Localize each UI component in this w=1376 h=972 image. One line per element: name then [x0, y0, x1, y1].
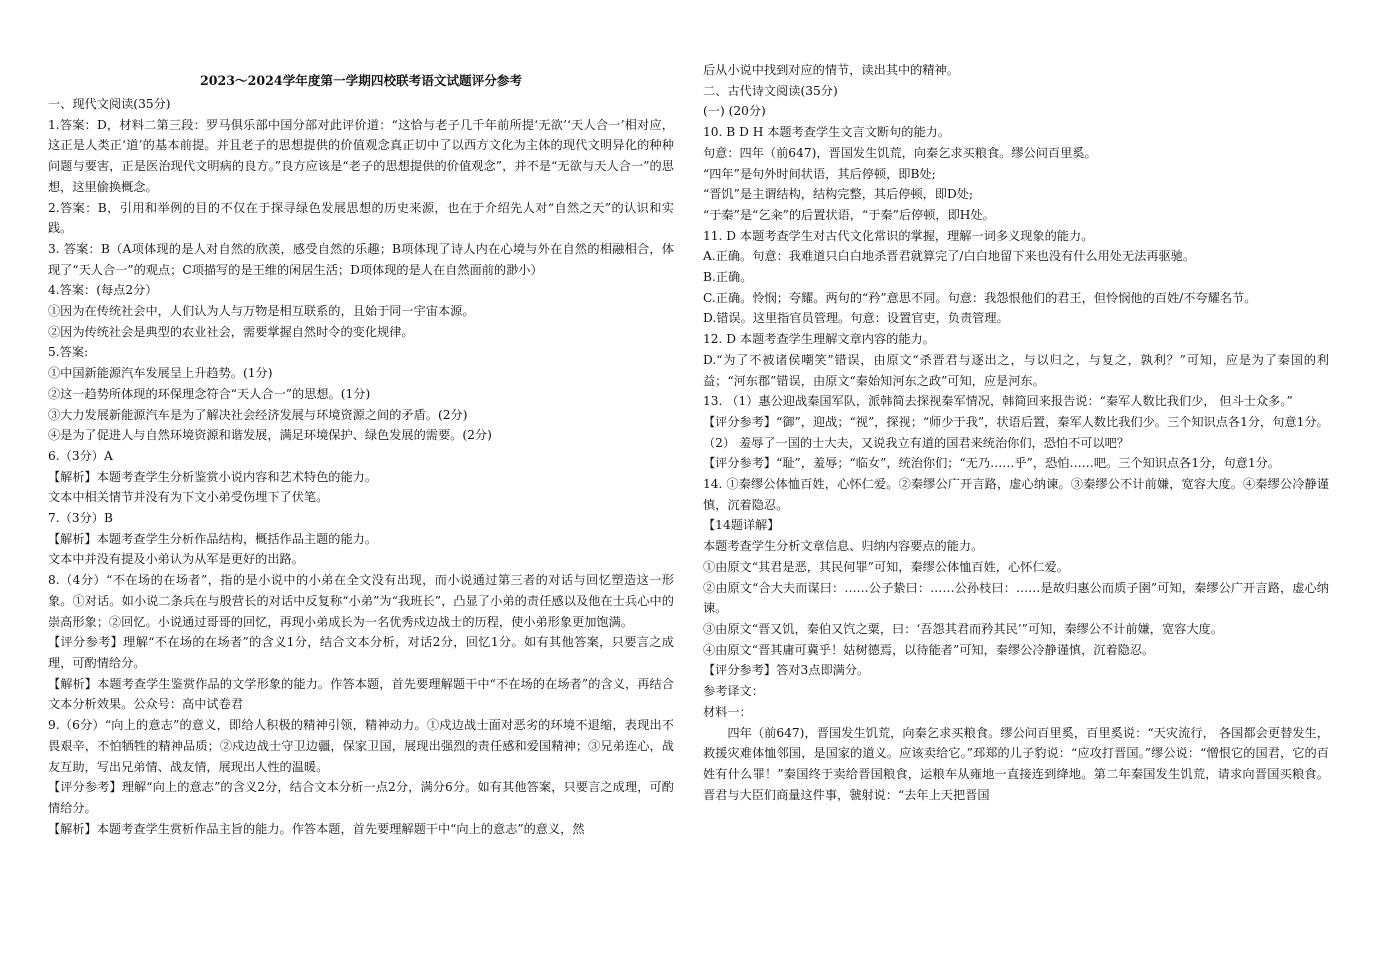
answer-14-detail-3: ③由原文“晋又饥，秦伯又饩之粟，曰：‘吾怨其君而矜其民’”可知，秦缪公不计前嫌，宽容大度。 — [703, 621, 1223, 636]
subsection-heading-1: (一) (20分) — [703, 104, 766, 119]
answer-3: 3. 答案：B（A项体现的是人对自然的欣羡，感受自然的乐趣；B项体现了诗人内在心境与外在自然的相融相合，体现了“天人合一”的观点；C项描写的是王维的闲居生活；D项体现的是人在自然面前的渺小） — [48, 241, 674, 277]
answer-6-explanation: 文本中相关情节并没有为下文小弟受伤埋下了伏笔。 — [48, 490, 329, 505]
answer-14-scoring: 【评分参考】答对3点即满分。 — [703, 663, 870, 678]
answer-9-analysis: 【解析】本题考查学生赏析作品主旨的能力。作答本题，首先要理解题干中“向上的意志”的意义，然 — [48, 821, 585, 836]
answer-14-detail-2: ②由原文“合大夫而谋曰：……公子絷曰：……公孙枝曰：……是故归惠公而质子圉”可知，秦缪公广开言路，虚心纳谏。 — [703, 580, 1329, 616]
right-column — [703, 60, 1329, 805]
material-1-translation: 四年（前647)，晋国发生饥荒，向秦乞求买粮食。缪公问百里奚，百里奚说：“天灾流行， 各国都会更替发生，救援灾难体恤邻国，是国家的道义。应该卖给它。”邳郑的儿子豹说：“应攻打晋国。”缪公说：“憎恨它的国君，它的百姓有什么罪！”秦国终于卖给晋国粮食，运粮车从雍地一直接连到绛地。第二年秦国发生饥荒，请求向晋国买粮食。晋君与大臣们商量这件事，虢射说：“去年上天把晋国 — [703, 725, 1329, 802]
answer-8-scoring: 【评分参考】理解“不在场的在场者”的含义1分，结合文本分析，对话2分，回忆1分。如有其他答案，只要言之成理，可酌情给分。 — [48, 635, 674, 670]
answer-7-analysis: 【解析】本题考查学生分析作品结构，概括作品主题的能力。 — [48, 531, 378, 546]
answer-14-detail-intro: 本题考查学生分析文章信息、归纳内容要点的能力。 — [703, 539, 984, 554]
answer-10-point-2: “晋饥”是主谓结构，结构完整，其后停顿，即D处; — [703, 187, 974, 202]
answer-4-point-2: ②因为传统社会是典型的农业社会，需要掌握自然时令的变化规律。 — [48, 324, 414, 339]
answer-13-2: （2） 羞辱了一国的士大夫，又说我立有道的国君来统治你们，恐怕不可以吧？ — [703, 435, 1130, 450]
answer-6: 6.（3分）A — [48, 448, 113, 463]
answer-11-option-c: C.正确。怜悯；夸耀。两句的“矜”意思不同。句意：我怨恨他们的君王，但怜悯他的百姓/不夸耀名节。 — [703, 290, 1257, 305]
answer-10-point-1: “四年”是句外时间状语，其后停顿，即B处; — [703, 166, 936, 181]
section-heading-classical-reading: 二、古代诗文阅读(35分) — [703, 83, 838, 98]
answer-14-detail-heading: 【14题详解】 — [703, 518, 780, 533]
answer-12: 12. D 本题考查学生理解文章内容的能力。 — [703, 332, 935, 347]
translation-heading: 参考译文： — [703, 684, 764, 699]
section-heading-modern-reading: 一、现代文阅读(35分) — [48, 97, 171, 111]
answer-13-1: 13. （1）惠公迎战秦国军队，派韩简去探视秦军情况，韩简回来报告说：“秦军人数比我们少， 但斗士众多。” — [703, 394, 1293, 409]
answer-4: 4.答案：(每点2分） — [48, 283, 158, 298]
answer-8: 8.（4分）“不在场的在场者”，指的是小说中的小弟在全文没有出现，而小说通过第三者的对话与回忆塑造这一形象。①对话。如小说二条兵在与殷营长的对话中反复称“小弟”为“我班长”，凸显了小弟的责任感以及他在士兵心中的崇高形象；②回忆。小说通过哥哥的回忆，再现小弟成长为一名优秀戍边战士的历程，使小弟形象更加饱满。 — [48, 573, 674, 629]
answer-11-option-d: D.错误。这里指官员管理。句意：设置官吏，负责管理。 — [703, 311, 1009, 326]
answer-5-point-1: ①中国新能源汽车发展呈上升趋势。(1分) — [48, 366, 273, 381]
answer-9: 9.（6分）“向上的意志”的意义，即给人积极的精神引领，精神动力。①戍边战士面对恶劣的环境不退缩，表现出不畏艰辛，不怕牺牲的精神品质；②戍边战士守卫边疆，保家卫国，展现出强烈的责任感和爱国精神；③兄弟连心，战友互助，写出兄弟情、战友情，展现出人性的温暖。 — [48, 718, 674, 774]
answer-10-point-3: “于秦”是“乞籴”的后置状语，“于秦”后停顿，即H处。 — [703, 207, 995, 222]
material-1-heading: 材料一： — [703, 704, 752, 719]
answer-12-explanation: D.“为了不被诸侯嘲笑”错误，由原文“杀晋君与逐出之，与以归之，与复之，孰利？”可知，应是为了秦国的利益；“河东郡”错误，由原文“秦始知河东之政”可知，应是河东。 — [703, 352, 1329, 388]
answer-5-point-2: ②这一趋势所体现的环保理念符合“天人合一”的思想。(1分) — [48, 386, 371, 401]
answer-5-point-4: ④是为了促进人与自然环境资源和谐发展，满足环境保护、绿色发展的需要。(2分) — [48, 428, 492, 443]
answer-7: 7.（3分）B — [48, 511, 113, 526]
answer-7-explanation: 文本中并没有提及小弟认为从军是更好的出路。 — [48, 552, 304, 567]
answer-14-detail-1: ①由原文“其君是恶，其民何罪”可知，秦缪公体恤百姓，心怀仁爱。 — [703, 559, 1069, 574]
answer-11: 11. D 本题考查学生对古代文化常识的掌握，理解一词多义现象的能力。 — [703, 228, 1094, 243]
answer-9-scoring: 【评分参考】理解“向上的意志”的含义2分，结合文本分析一点2分，满分6分。如有其他答案，只要言之成理，可酌情给分。 — [48, 780, 674, 815]
answer-11-option-a: A.正确。句意：我难道只白白地杀晋君就算完了/白白地留下来也没有什么用处无法再驱驰。 — [703, 249, 1196, 264]
left-column — [48, 94, 674, 839]
answer-14-detail-4: ④由原文“晋其庸可冀乎！姑树德焉，以待能者”可知，秦缪公冷静谨慎，沉着隐忍。 — [703, 642, 1155, 657]
answer-5-point-3: ③大力发展新能源汽车是为了解决社会经济发展与环境资源之间的矛盾。(2分) — [48, 407, 468, 422]
answer-6-analysis: 【解析】本题考查学生分析鉴赏小说内容和艺术特色的能力。 — [48, 469, 378, 484]
answer-2: 2.答案：B，引用和举例的目的不仅在于探寻绿色发展思想的历史来源，也在于介绍先人对“自然之天”的认识和实践。 — [48, 200, 674, 236]
answer-5: 5.答案: — [48, 345, 89, 360]
answer-11-option-b: B.正确。 — [703, 270, 753, 285]
answer-9-analysis-cont: 后从小说中找到对应的情节，读出其中的精神。 — [703, 63, 959, 77]
answer-10: 10. B D H 本题考查学生文言文断句的能力。 — [703, 125, 951, 140]
answer-13-1-scoring: 【评分参考】“御”，迎战；“视”，探视；“师少于我”，状语后置，秦军人数比我们少。三个知识点各1分，句意1分。 — [703, 414, 1329, 429]
answer-14: 14. ①秦缪公体恤百姓，心怀仁爱。②秦缪公广开言路，虚心纳谏。③秦缪公不计前嫌，宽容大度。④秦缪公冷静谨慎，沉着隐忍。 — [703, 477, 1329, 512]
answer-8-analysis: 【解析】本题考查学生鉴赏作品的文学形象的能力。作答本题，首先要理解题干中“不在场的在场者”的含义，再结合文本分析效果。公众号：高中试卷君 — [48, 676, 674, 712]
answer-4-point-1: ①因为在传统社会中，人们认为人与万物是相互联系的，且始于同一宇宙本源。 — [48, 304, 475, 319]
answer-13-2-scoring: 【评分参考】“耻”，羞辱；“临女”，统治你们；“无乃……乎”，恐怕……吧。三个知识点各1分，句意1分。 — [703, 456, 1280, 471]
answer-10-meaning: 句意：四年（前647)，晋国发生饥荒，向秦乞求买粮食。缪公问百里奚。 — [703, 145, 1097, 160]
page-title: 2023～2024学年度第一学期四校联考语文试题评分参考 — [200, 73, 522, 88]
answer-1: 1.答案：D，材料二第三段：罗马俱乐部中国分部对此评价道：“这恰与老子几千年前所提‘无欲’‘天人合一’相对应，这正是人类正‘道’的基本前提。并且老子的思想提供的价值观念真正切中了以西方文化为主体的现代文明异化的种种问题与要害，正是医治现代文明病的良方。”良方应该是“老子的思想提供的价值观念”，并不是“无欲与天人合一”的思想，这里偷换概念。 — [48, 117, 674, 194]
